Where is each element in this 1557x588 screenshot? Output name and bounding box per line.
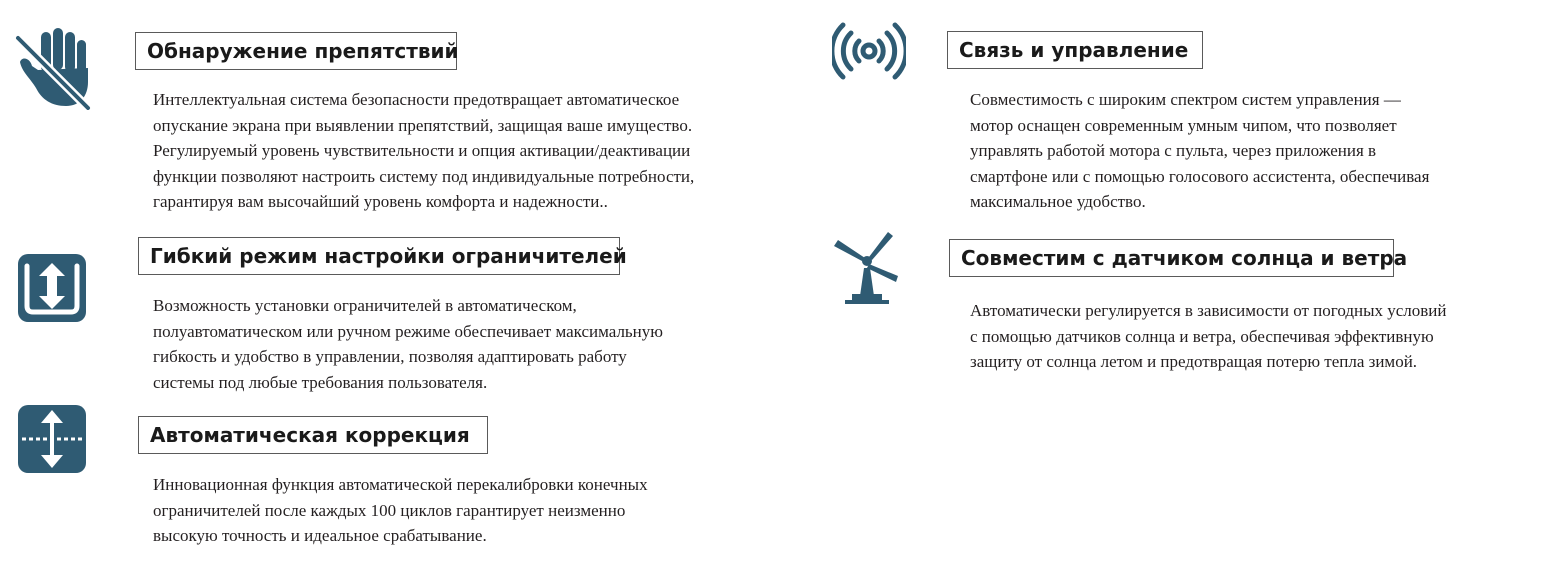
wind-turbine-icon bbox=[832, 230, 902, 306]
description-line: Интеллектуальная система безопасности предотвращает автоматическое bbox=[153, 90, 680, 109]
description-line: полуавтоматическом или ручном режиме обеспечивает максимальную bbox=[153, 321, 663, 341]
wireless-signal-icon bbox=[832, 20, 906, 82]
feature-title: Совместим с датчиком солнца и ветра bbox=[949, 239, 1394, 277]
description-line: системы под любые требования пользователя. bbox=[153, 372, 488, 392]
description-line: смартфоне или с помощью голосового ассистента, обеспечивая bbox=[970, 166, 1430, 186]
description-line: гибкость и удобство в управлении, позволяя адаптировать работу bbox=[153, 347, 627, 367]
feature-title: Связь и управление bbox=[947, 31, 1203, 69]
feature-description bbox=[970, 298, 1447, 375]
feature-title: Гибкий режим настройки ограничителей bbox=[138, 237, 620, 275]
limit-arrows-icon bbox=[18, 254, 86, 322]
auto-correction-icon bbox=[18, 405, 86, 473]
feature-description bbox=[153, 87, 694, 215]
feature-title: Автоматическая коррекция bbox=[138, 416, 488, 454]
description-line: максимальное удобство. bbox=[970, 192, 1146, 212]
description-line: Совместимость с широким спектром систем управления — bbox=[970, 90, 1401, 109]
feature-description bbox=[153, 472, 648, 549]
description-line: ограничителей после каждых 100 циклов гарантирует неизменно bbox=[153, 500, 626, 520]
description-line: высокую точность и идеальное срабатывание. bbox=[153, 526, 487, 546]
description-line: гарантируя вам высочайший уровень комфорта и надежности.. bbox=[153, 192, 608, 212]
description-line: Регулируемый уровень чувствительности и опция активации/деактивации bbox=[153, 141, 691, 161]
description-line: опускание экрана при выявлении препятствий, защищая ваше имущество. bbox=[153, 115, 693, 135]
description-line: Инновационная функция автоматической перекалибровки конечных bbox=[153, 475, 648, 494]
description-line: Автоматически регулируется в зависимости от погодных условий bbox=[970, 301, 1447, 320]
description-line: защиту от солнца летом и предотвращая потерю тепла зимой. bbox=[970, 352, 1418, 372]
feature-title: Обнаружение препятствий bbox=[135, 32, 457, 70]
feature-description bbox=[970, 87, 1429, 215]
description-line: управлять работой мотора с пульта, через приложения в bbox=[970, 141, 1377, 161]
description-line: Возможность установки ограничителей в автоматическом, bbox=[153, 296, 577, 315]
description-line: с помощью датчиков солнца и ветра, обеспечивая эффективную bbox=[970, 326, 1434, 346]
description-line: функции позволяют настроить систему под индивидуальные потребности, bbox=[153, 166, 695, 186]
feature-description bbox=[153, 293, 663, 395]
hand-stop-icon bbox=[14, 26, 94, 110]
description-line: мотор оснащен современным умным чипом, что позволяет bbox=[970, 115, 1397, 135]
